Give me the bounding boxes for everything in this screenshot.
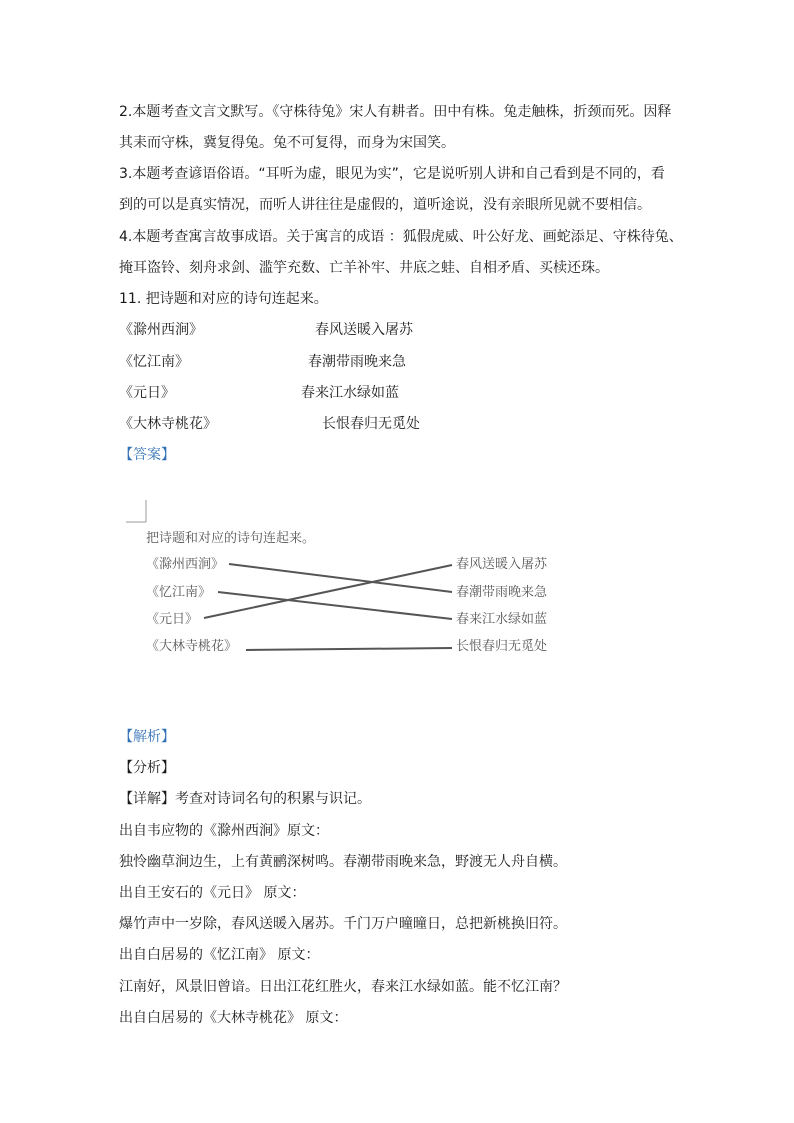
- poem-title: 《大林寺桃花》: [119, 416, 217, 432]
- text-line: 2.本题考查文言文默写。《守株待兔》宋人有耕者。田中有株。兔走触株，折颈而死。因释: [119, 104, 672, 120]
- figure-right-item: 春风送暖入屠苏: [456, 557, 548, 572]
- text-line: 爆竹声中一岁除，春风送暖入屠苏。千门万户曈曈日，总把新桃换旧符。: [119, 916, 567, 932]
- text-line: 江南好，风景旧曾谙。日出江花红胜火，春来江水绿如蓝。能不忆江南？: [119, 979, 567, 995]
- poem-line: 春潮带雨晚来急: [308, 354, 406, 370]
- match-line: [229, 564, 452, 592]
- figure-left-item: 《忆江南》: [146, 585, 212, 600]
- text-line: 出自白居易的《大林寺桃花》 原文：: [119, 1010, 348, 1026]
- poem-title: 《忆江南》: [119, 354, 189, 370]
- text-line: 出自白居易的《忆江南》 原文：: [119, 947, 320, 963]
- figure-left-item: 《元日》: [146, 612, 199, 627]
- poem-line: 春风送暖入屠苏: [315, 322, 413, 338]
- match-line: [218, 592, 452, 619]
- figure-right-item: 春来江水绿如蓝: [456, 612, 548, 627]
- answer-label: 【答案】: [119, 447, 175, 463]
- text-line: 到的可以是真实情况，而听人讲往往是虚假的，道听途说，没有亲眼所见就不要相信。: [119, 197, 651, 213]
- detail-line: [119, 789, 371, 809]
- poem-title: 《元日》: [119, 385, 175, 401]
- figure-left-item: 《滁州西涧》: [146, 557, 225, 572]
- detail-label: 【详解】: [119, 791, 175, 807]
- detail-text: 考查对诗词名句的积累与识记。: [175, 791, 371, 807]
- figure-title: 把诗题和对应的诗句连起来。: [146, 531, 316, 546]
- question-title: 11. 把诗题和对应的诗句连起来。: [119, 291, 328, 307]
- text-line: 掩耳盗铃、刻舟求剑、滥竽充数、亡羊补牢、井底之蛙、自相矛盾、买椟还珠。: [119, 260, 609, 276]
- poem-title: 《滁州西涧》: [119, 322, 203, 338]
- fenxi-label: 【分析】: [119, 760, 175, 776]
- text-line: 独怜幽草涧边生，上有黄鹂深树鸣。春潮带雨晚来急，野渡无人舟自横。: [119, 854, 567, 870]
- match-line: [204, 565, 452, 618]
- figure-right-item: 春潮带雨晚来急: [456, 585, 548, 600]
- poem-line: 长恨春归无觅处: [322, 416, 420, 432]
- figure-left-item: 《大林寺桃花》: [146, 639, 238, 654]
- text-line: 出自王安石的《元日》 原文：: [119, 885, 306, 901]
- analysis-label: 【解析】: [119, 729, 175, 745]
- text-line: 其耒而守株，冀复得兔。兔不可复得，而身为宋国笑。: [119, 135, 455, 151]
- figure-right-item: 长恨春归无觅处: [456, 639, 548, 654]
- match-line: [246, 648, 452, 650]
- text-line: 4.本题考查寓言故事成语。关于寓言的成语 ：狐假虎威、叶公好龙、画蛇添足、守株待兔、: [119, 229, 683, 245]
- text-line: 出自韦应物的《滁州西涧》原文：: [119, 823, 329, 839]
- text-line: 3.本题考查谚语俗语。“耳听为虚，眼见为实”，它是说听别人讲和自己看到是不同的，看: [119, 166, 665, 182]
- poem-line: 春来江水绿如蓝: [301, 385, 399, 401]
- answer-figure: [126, 495, 596, 670]
